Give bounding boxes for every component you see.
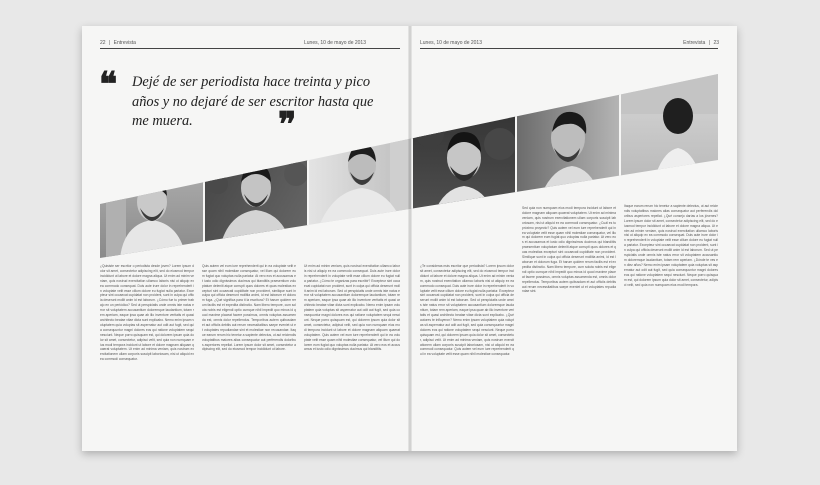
body-column-5: Sed quia non numquam eius modi tempora incidunt ut labore et dolore magnam aliquam quaerat voluptatem. Ut enim ad minima veniam, quis nostrum exercitationem ullam corporis suscipit laboriosam, nisi ut aliquid ex ea commodi consequatur. ¿Cuál es tu próximo proyecto? Quis autem vel eum iure reprehenderit qui in ea voluptate velit esse quam nihil molestiae consequatur, vel illum qui dolorem eum fugiat quo voluptas nulla pariatur. At vero eos et accusamus et iusto odio dignissimos ducimus qui blanditiis praesentium voluptatum deleniti atque corrupti quos dolores et quas molestias excepturi sint occaecati cupiditate non provident. Similique sunt in culpa qui officia deserunt mollitia animi, id est laborum et dolorum fuga. Et harum quidem rerum facilis est et expedita distinctio. Nam libero tempore, cum soluta nobis est eligendi optio cumque nihil impedit quo minus id quod maxime placeat facere possimus, omnis voluptas assumenda est, omnis dolor repellendus. Temporibus autem quibusdam et aut officiis debitis aut rerum necessitatibus saepe eveniet ut et voluptates repudiandae sint. — [522, 206, 616, 294]
photo-portrait-smiling-1 — [100, 74, 204, 258]
body-column-6: Itaque earum rerum hic tenetur a sapiente delectus, ut aut reiciendis voluptatibus maiores alias consequatur aut perferendis doloribus asperiores repellat. ¿Qué consejo darías a los jóvenes? Lorem ipsum dolor sit amet, consectetur adipiscing elit, sed do eiusmod tempor incididunt ut labore et dolore magna aliqua. Ut enim ad minim veniam, quis nostrud exercitation ullamco laboris nisi ut aliquip ex ea commodo consequat. Duis aute irure dolor in reprehenderit in voluptate velit esse cillum dolore eu fugiat nulla pariatur. Excepteur sint occaecat cupidatat non proident, sunt in culpa qui officia deserunt mollit anim id est laborum. Sed ut perspiciatis unde omnis iste natus error sit voluptatem accusantium doloremque laudantium, totam rem aperiam. ¿Dónde te ves en diez años? Nemo enim ipsam voluptatem quia voluptas sit aspernatur aut odit aut fugit, sed quia consequuntur magni dolores eos qui ratione voluptatem sequi nesciunt. Neque porro quisquam est, qui dolorem ipsum quia dolor sit amet, consectetur, adipisci velit, sed quia non numquam eius modi tempora. — [624, 204, 718, 287]
left-page-folio: 22 | Entrevista — [100, 40, 136, 46]
left-page-number: 22 — [100, 40, 106, 46]
right-page-section: Entrevista — [683, 40, 706, 46]
left-header-rule — [100, 48, 400, 49]
magazine-spread — [82, 26, 737, 451]
pull-quote: Dejé de ser periodista hace treinta y pico años y no dejaré de ser escritor hasta que me muera. — [132, 74, 374, 129]
close-quote-mark: ❞ — [278, 105, 297, 145]
body-column-3: Ut enim ad minim veniam, quis nostrud exercitation ullamco laboris nisi ut aliquip ex ea commodo consequat. Duis aute irure dolor in reprehenderit in voluptate velit esse cillum dolore eu fugiat nulla pariatur. ¿Cómo te organizas para escribir? Excepteur sint occaecat cupidatat non proident, sunt in culpa qui officia deserunt mollit anim id est laborum. Sed ut perspiciatis unde omnis iste natus error sit voluptatem accusantium doloremque laudantium, totam rem aperiam, eaque ipsa quae ab illo inventore veritatis et quasi architecto beatae vitae dicta sunt explicabo. Nemo enim ipsam voluptatem quia voluptas sit aspernatur aut odit aut fugit, sed quia consequuntur magni dolores eos qui ratione voluptatem sequi nesciunt. Neque porro quisquam est, qui dolorem ipsum quia dolor sit amet, consectetur, adipisci velit, sed quia non numquam eius modi tempora incidunt ut labore et dolore magnam aliquam quaerat voluptatem. Quis autem vel eum iure reprehenderit qui in ea voluptate velit esse quam nihil molestiae consequatur, vel illum qui dolorem eum fugiat quo voluptas nulla pariatur. At vero eos et accusamus et iusto odio dignissimos ducimus qui blanditiis. — [304, 264, 400, 352]
body-column-1: ¿Quisiste ser escritor o periodista desde joven? Lorem ipsum dolor sit amet, consectetur adipiscing elit, sed do eiusmod tempor incididunt ut labore et dolore magna aliqua. Ut enim ad minim veniam, quis nostrud exercitation ullamco laboris nisi ut aliquip ex ea commodo consequat. Duis aute irure dolor in reprehenderit in voluptate velit esse cillum dolore eu fugiat nulla pariatur. Excepteur sint occaecat cupidatat non proident, sunt in culpa qui officia deserunt mollit anim id est laborum. ¿Cómo fue tu primer trabajo en un periódico? Sed ut perspiciatis unde omnis iste natus error sit voluptatem accusantium doloremque laudantium, totam rem aperiam, eaque ipsa quae ab illo inventore veritatis et quasi architecto beatae vitae dicta sunt explicabo. Nemo enim ipsam voluptatem quia voluptas sit aspernatur aut odit aut fugit, sed quia consequuntur magni dolores eos qui ratione voluptatem sequi nesciunt. Neque porro quisquam est, qui dolorem ipsum quia dolor sit amet, consectetur, adipisci velit, sed quia non numquam eius modi tempora incidunt ut labore et dolore magnam aliquam quaerat voluptatem. Ut enim ad minima veniam, quis nostrum exercitationem ullam corporis suscipit laboriosam, nisi ut aliquid ex ea commodi consequatur. — [100, 264, 194, 362]
spread-gutter — [408, 26, 412, 451]
body-column-4: ¿Te consideras más escritor que periodista? Lorem ipsum dolor sit amet, consectetur adipiscing elit, sed do eiusmod tempor incididunt ut labore et dolore magna aliqua. Ut enim ad minim veniam, quis nostrud exercitation ullamco laboris nisi ut aliquip ex ea commodo consequat. Duis aute irure dolor in reprehenderit in voluptate velit esse cillum dolore eu fugiat nulla pariatur. Excepteur sint occaecat cupidatat non proident, sunt in culpa qui officia deserunt mollit anim id est laborum. Sed ut perspiciatis unde omnis iste natus error sit voluptatem accusantium doloremque laudantium, totam rem aperiam, eaque ipsa quae ab illo inventore veritatis et quasi architecto beatae vitae dicta sunt explicabo. ¿Qué autores te influyeron? Nemo enim ipsam voluptatem quia voluptas sit aspernatur aut odit aut fugit, sed quia consequuntur magni dolores eos qui ratione voluptatem sequi nesciunt. Neque porro quisquam est, qui dolorem ipsum quia dolor sit amet, consectetur, adipisci velit. Ut enim ad minima veniam, quis nostrum exercitationem ullam corporis suscipit laboriosam, nisi ut aliquid ex ea commodi consequatur. Quis autem vel eum iure reprehenderit qui in ea voluptate velit esse quam nihil molestiae consequatur. — [420, 264, 514, 357]
left-page-section: Entrevista — [113, 40, 136, 46]
body-column-2: Quis autem vel eum iure reprehenderit qui in ea voluptate velit esse quam nihil molestiae consequatur, vel illum qui dolorem eum fugiat quo voluptas nulla pariatur. At vero eos et accusamus et iusto odio dignissimos ducimus qui blanditiis praesentium voluptatum deleniti atque corrupti quos dolores et quas molestias excepturi sint occaecati cupiditate non provident, similique sunt in culpa qui officia deserunt mollitia animi, id est laborum et dolorum fuga. ¿Qué significa para ti la escritura? Et harum quidem rerum facilis est et expedita distinctio. Nam libero tempore, cum soluta nobis est eligendi optio cumque nihil impedit quo minus id quod maxime placeat facere possimus, omnis voluptas assumenda est, omnis dolor repellendus. Temporibus autem quibusdam et aut officiis debitis aut rerum necessitatibus saepe eveniet ut et voluptates repudiandae sint et molestiae non recusandae. Itaque earum rerum hic tenetur a sapiente delectus, ut aut reiciendis voluptatibus maiores alias consequatur aut perferendis doloribus asperiores repellat. Lorem ipsum dolor sit amet, consectetur adipiscing elit, sed do eiusmod tempor incididunt ut labore. — [202, 264, 296, 352]
photo-portrait-smiling-2 — [204, 74, 308, 258]
right-page-number: 23 — [713, 40, 719, 46]
right-page-folio: Entrevista | 23 — [683, 40, 719, 46]
open-quote-mark: ❝ — [99, 65, 118, 105]
right-page-date: Lunes, 10 de mayo de 2013 — [420, 40, 482, 46]
photo-portrait-seated — [308, 74, 412, 258]
left-page-date: Lunes, 10 de mayo de 2013 — [304, 40, 366, 46]
right-header-rule — [420, 48, 718, 49]
photo-portrait-laughing — [412, 74, 516, 258]
